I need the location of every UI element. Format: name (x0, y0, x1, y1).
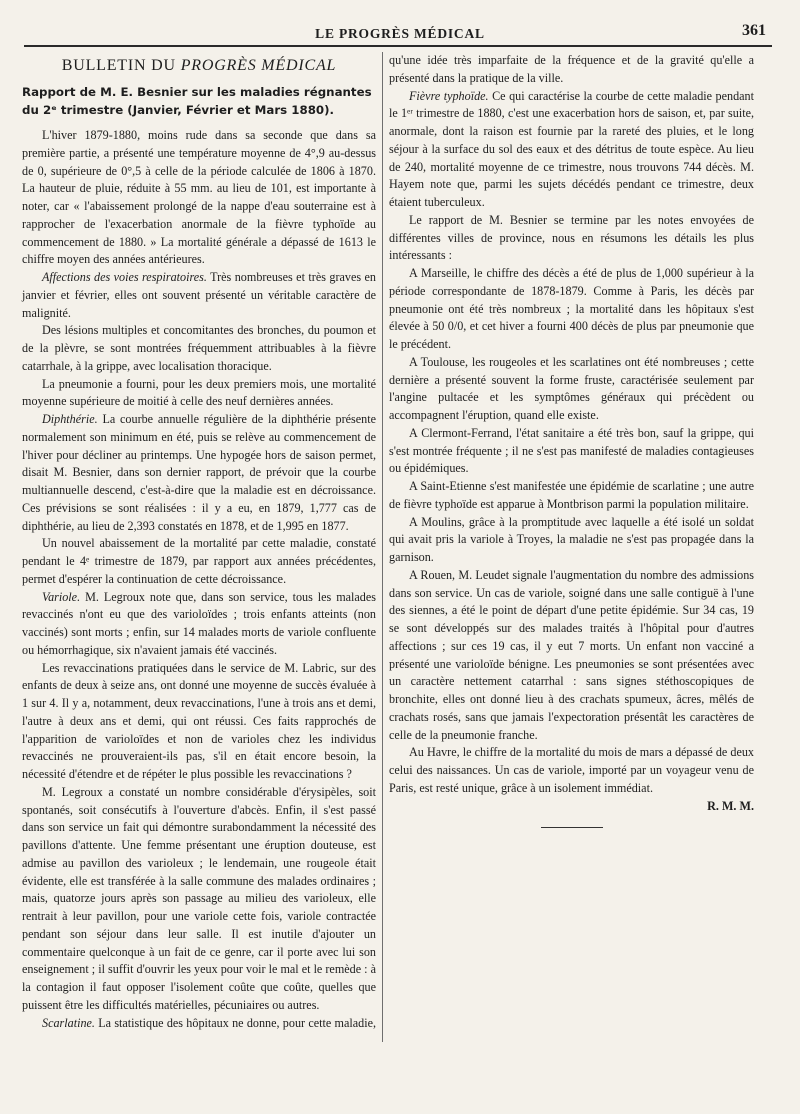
article-heading: Rapport de M. E. Besnier sur les maladies régnantes du 2ᵉ trimestre (Janvier, Février et Mars 1880). (22, 85, 372, 117)
paragraph-text: Ce qui caractérise la courbe de cette maladie pendant le 1ᵉʳ trimestre de 1880, c'est une exacerbation hors de saison, et, par suite, anormale, dont la raison est fournie par la rareté des pluies, et le long séjour à la surface du sol des eaux et des détritus de toute espèce. Au lieu de 240, mortalité moyenne de ce trimestre, nous trouvons 744 décès. M. Hayem note que, parmi les sujets décédés pendant ce trimestre, deux étaient tuberculeux. (389, 88, 754, 209)
article-paragraph (22, 1015, 376, 1033)
article-paragraph-continued (389, 52, 754, 88)
paragraph-lead: Fièvre typhoïde. (409, 88, 489, 103)
article-paragraph (389, 478, 754, 514)
paragraph-text: Le rapport de M. Besnier se termine par les notes envoyées de différentes villes de province, nous en résumons les détails les plus intéressants : (389, 212, 754, 263)
article-paragraph (22, 535, 376, 588)
article-paragraph (22, 660, 376, 784)
paragraph-text: M. Legroux a constaté un nombre considérable d'érysipèles, soit spontanés, soit consécutifs à l'ouverture d'abcès. Enfin, il s'est passé dans son service un fait qui démontre surabondamment la nécessité des pavillons d'attente. Une femme présentant une éruption douteuse, est admise au pavillon des varioleux ; le lendemain, une rougeole était évidente, elle est transférée à la salle commune des malades ordinaires ; mais, quatorze jours après son passage au milieu des varioleux, elle rentrait à leur pavillon, pour une variole cette fois, variole contractée pendant son séjour dans leur salle. Il est inutile d'ajouter un commentaire quelconque à un fait de ce genre, car il porte avec lui son enseignement ; il suffit d'ouvrir les yeux pour voir le mal et le remède : à la contagion il faut opposer l'isolement coûte que coûte, quelles que puissent être les difficultés matérielles, pécuniaires ou autres. (22, 784, 376, 1012)
article-paragraph (22, 269, 376, 322)
article-paragraph (389, 567, 754, 745)
paragraph-lead: Variole. (42, 589, 81, 604)
paragraph-text: L'hiver 1879-1880, moins rude dans sa seconde que dans sa première partie, a présenté une température moyenne de 4°,9 au-dessus de 0, supérieure de 0°,5 à celle de la période calculée de 1806 à 1870. La hauteur de pluie, réduite à 55 mm. au lieu de 101, est importante à noter, car « l'abaissement prolongé de la nappe d'eau souterraine est à rapprocher de l'exacerbation anormale de la fièvre typhoïde au commencement de 1880. » La mortalité générale a dépassé de 1613 le chiffre moyen des années antérieures. (22, 128, 376, 267)
paragraph-text: A Toulouse, les rougeoles et les scarlatines ont été nombreuses ; cette dernière a présenté souvent la forme fruste, caractérisée seulement par l'angine pultacée et les symptômes généraux qui précèdent ou accompagnent l'éruption, quand elle existe. (389, 354, 754, 422)
paragraph-text: A Clermont-Ferrand, l'état sanitaire a été très bon, sauf la grippe, qui s'est montrée fréquente ; il ne s'est pas manifesté de maladies contagieuses ou épidémiques. (389, 425, 754, 476)
bulletin-title-journal: PROGRÈS MÉDICAL (180, 57, 337, 74)
paragraph-text: La courbe annuelle régulière de la diphthérie présente normalement son minimum en été, puis se relève au commencement de l'hiver pour décliner au printemps. Une hypogée hors de saison permet, disait M. Besnier, dans son dernier rapport, de prévoir que la courbe multiannuelle descend, c'est-à-dire que la maladie est en décroissance. Ces prévisions se sont réalisées : il y a eu, en 1879, 1,777 cas de diphthérie, au lieu de 2,393 constatés en 1878, et de 1,995 en 1877. (22, 412, 376, 533)
paragraph-text: M. Legroux note que, dans son service, tous les malades revaccinés n'ont eu que des varioloïdes ; trois enfants atteints (non vaccinés) sont morts ; enfin, sur 14 malades morts de variole confluente ou hémorrhagique, six n'avaient jamais été vaccinés. (22, 589, 376, 657)
paragraph-text: qu'une idée très imparfaite de la fréquence et de la gravité qu'elle a présenté dans la pratique de la ville. (389, 53, 754, 85)
article-paragraph (389, 88, 754, 212)
paragraph-text: A Marseille, le chiffre des décès a été de plus de 1,000 supérieur à la période correspondante de 1878-1879. Comme à Paris, les décès par pneumonie ont été très nombreux ; la mortalité dans les hôpitaux s'est élevée à 50 0/0, et cet hiver a fourni 400 décès de plus par pneumonie que le précédent. (389, 266, 754, 351)
article-paragraph (389, 354, 754, 425)
page-header (20, 18, 780, 44)
paragraph-text: A Saint-Etienne s'est manifestée une épidémie de scarlatine ; une autre de fièvre typhoïde est apparue à Montbrison parmi la population militaire. (389, 479, 754, 511)
bulletin-title (22, 56, 376, 76)
header-rule (24, 45, 772, 47)
article-paragraph (389, 514, 754, 567)
paragraph-text: Très nombreuses et très graves en janvier et février, elles ont souvent présenté un véritable caractère de malignité. (22, 270, 376, 320)
end-rule (541, 827, 603, 828)
paragraph-text: Les revaccinations pratiquées dans le service de M. Labric, sur des enfants de deux à seize ans, ont donné une moyenne de succès évaluée à 1 sur 4. Il y a, notamment, deux revaccinations, l'une à trois ans et demi, l'autre à deux ans et demi, qui ont réussi. Ces faits rapprochés de l'apparition de varioloïdes et non de varioles chez les individus revaccinés ne prouveraient-ils pas, s'il en était encore besoin, la nécessité d'étendre et de répéter le plus possible les revaccinations ? (22, 660, 376, 781)
paragraph-text: La pneumonie a fourni, pour les deux premiers mois, une mortalité moyenne supérieure de moitié à celle des neuf dernières années. (22, 376, 376, 409)
article-paragraph (389, 212, 754, 265)
page-number: 361 (742, 22, 766, 39)
article-paragraph (22, 376, 376, 412)
signature: R. M. M. (707, 798, 754, 813)
paragraph-lead: Diphthérie. (42, 412, 98, 426)
paragraph-text: Des lésions multiples et concomitantes des bronches, du poumon et de la plèvre, se sont montrées fréquemment attribuables à la fièvre catarrhale, à la grippe, avec localisation thoracique. (22, 323, 376, 373)
paragraph-text: Un nouvel abaissement de la mortalité par cette maladie, constaté pendant le 4ᵉ trimestre de 1879, par rapport aux années précédentes, permet d'espérer la continuation de cette décroissance. (22, 536, 376, 586)
article-paragraph (22, 322, 376, 375)
paragraph-lead: Scarlatine. (42, 1015, 95, 1030)
bulletin-title-prefix: BULLETIN DU (61, 57, 176, 74)
paragraph-text: La statistique des hôpitaux ne donne, pour cette maladie, (98, 1015, 376, 1030)
article-paragraph (22, 784, 376, 1015)
article-paragraph (22, 411, 376, 535)
column-divider (382, 52, 383, 1042)
article-paragraph (389, 265, 754, 354)
running-title: LE PROGRÈS MÉDICAL (315, 26, 485, 41)
right-column (389, 52, 754, 828)
left-column (22, 52, 376, 1032)
article-paragraph (389, 425, 754, 478)
article-paragraph (22, 127, 376, 269)
paragraph-lead: Affections des voies respiratoires. (42, 270, 207, 284)
article-paragraph (22, 589, 376, 660)
article-paragraph (389, 744, 754, 797)
paragraph-text: Au Havre, le chiffre de la mortalité du mois de mars a dépassé de deux celui des naissances. Un cas de variole, importé par un voyageur venu de Paris, est resté unique, grâce à un isolement immédiat. (389, 745, 754, 795)
paragraph-text: A Moulins, grâce à la promptitude avec laquelle a été isolé un soldat qui avait pris la variole à Troyes, la maladie ne s'est pas propagée dans la garnison. (389, 514, 754, 564)
paragraph-text: A Rouen, M. Leudet signale l'augmentation du nombre des admissions dans son service. Un cas de variole, soigné dans une salle contiguë à l'une des siennes, a été le point de départ d'une petite épidémie. Sur 34 cas, 19 se sont développés sur des malades traités à l'hôpital pour d'autres affections ; sur ces 19 cas, il y eut 7 morts. Un enfant non vacciné a présenté une varioloïde bénigne. Les pneumonies se sont présentées avec un caractère nettement catarrhal : sans signes stéthoscopiques de bronchite, elles ont donné lieu à des crachats spumeux, âcres, mêlés de crachats rosés, sans que jamais l'expectoration présentât les caractères de celle de la pneumonie franche. (389, 567, 754, 742)
